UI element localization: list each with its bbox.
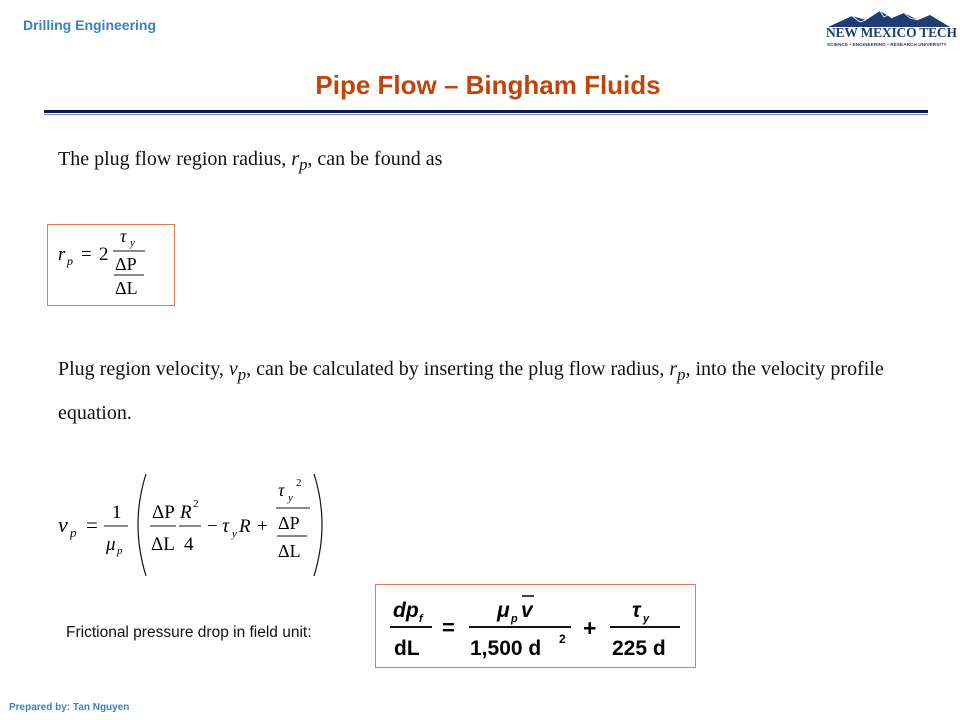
- slide-title: Pipe Flow – Bingham Fluids: [315, 70, 661, 100]
- svg-text:ΔP: ΔP: [278, 513, 300, 533]
- new-mexico-tech-logo: [822, 8, 957, 52]
- svg-text:y: y: [232, 528, 237, 540]
- svg-text:y: y: [643, 613, 650, 625]
- plug-velocity-equation: [56, 468, 336, 582]
- svg-text:p: p: [67, 254, 73, 268]
- field-unit-equation: [376, 585, 697, 669]
- svg-text:1,500 d: 1,500 d: [470, 637, 542, 660]
- svg-text:4: 4: [184, 534, 194, 555]
- logo-name: NEW MEXICO TECH: [826, 25, 957, 40]
- svg-text:ΔL: ΔL: [115, 278, 138, 298]
- svg-text:R: R: [239, 516, 251, 537]
- svg-text:ΔL: ΔL: [278, 541, 301, 561]
- svg-text:R: R: [180, 502, 192, 523]
- svg-text:τ: τ: [632, 599, 641, 622]
- svg-text:2: 2: [193, 498, 199, 510]
- svg-text:225 d: 225 d: [612, 637, 666, 660]
- svg-text:2: 2: [559, 632, 566, 646]
- svg-text:+: +: [583, 615, 597, 641]
- plug-velocity-paragraph: Plug region velocity, $v_p$, can be calculated by inserting the plug flow radius, $r_p$, into the velocity profile equation.: [58, 358, 884, 424]
- svg-text:=: =: [86, 513, 98, 537]
- svg-text:2: 2: [99, 244, 109, 265]
- svg-text:2: 2: [296, 477, 302, 489]
- prepared-by-footer: Prepared by: Tan Nguyen: [9, 702, 130, 713]
- svg-text:dp: dp: [393, 599, 419, 622]
- logo-tagline: SCIENCE • ENGINEERING • RESEARCH UNIVERSITY: [827, 42, 947, 47]
- svg-text:dL: dL: [394, 637, 420, 660]
- svg-text:τ: τ: [222, 515, 230, 537]
- svg-text:τ: τ: [278, 480, 285, 500]
- plug-radius-equation-box: [47, 224, 175, 306]
- svg-text:y: y: [130, 237, 135, 249]
- svg-text:τ: τ: [120, 226, 127, 246]
- title-divider-thin: [44, 114, 928, 115]
- svg-text:ΔL: ΔL: [151, 534, 175, 555]
- svg-text:ΔP: ΔP: [115, 254, 137, 274]
- svg-text:p: p: [511, 613, 518, 625]
- svg-text:μ: μ: [497, 599, 510, 622]
- field-unit-equation-box: [375, 584, 696, 668]
- svg-text:v: v: [58, 512, 68, 537]
- svg-text:ΔP: ΔP: [152, 502, 175, 523]
- svg-text:f: f: [419, 613, 423, 625]
- svg-text:=: =: [442, 615, 455, 640]
- plug-radius-paragraph: The plug flow region radius, $r_p$, can be found as: [58, 148, 443, 174]
- svg-text:μ: μ: [106, 534, 116, 555]
- svg-text:y: y: [288, 492, 293, 504]
- svg-text:p: p: [70, 525, 77, 540]
- title-divider: [44, 110, 928, 113]
- svg-text:v: v: [521, 599, 533, 622]
- svg-text:p: p: [117, 545, 123, 557]
- svg-text:1: 1: [112, 502, 122, 523]
- svg-text:r: r: [58, 244, 66, 265]
- plug-radius-equation: [48, 225, 176, 307]
- svg-text:−: −: [207, 516, 218, 537]
- svg-text:=: =: [81, 244, 92, 265]
- svg-text:+: +: [257, 516, 268, 537]
- field-unit-label: Frictional pressure drop in field unit:: [66, 624, 312, 641]
- course-label: Drilling Engineering: [23, 17, 157, 33]
